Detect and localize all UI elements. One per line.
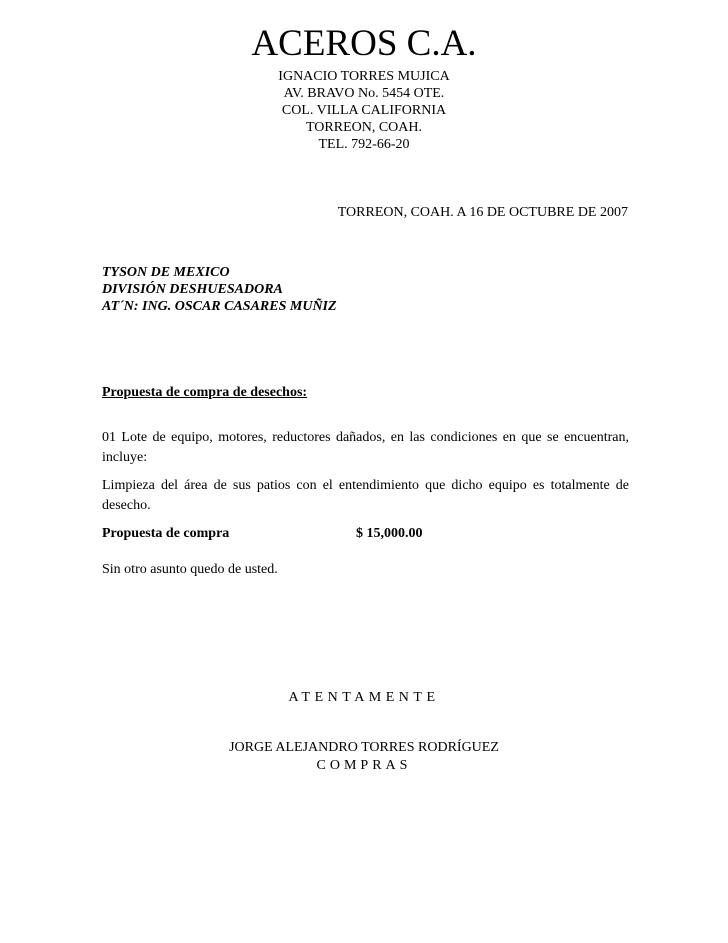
date-line: TORREON, COAH. A 16 DE OCTUBRE DE 2007 [337,205,628,220]
closing-line: Sin otro asunto quedo de usted. [102,562,278,577]
signer-department: COMPRAS [316,758,412,773]
proposal-amount: $ 15,000.00 [356,526,423,541]
paragraph-lot-description: 01 Lote de equipo, motores, reductores dañados, en las condiciones en que se encuentran, incluye: [102,430,629,465]
subject-heading: Propuesta de compra de desechos: [102,385,308,400]
recipient-division: DIVISIÓN DESHUESADORA [102,282,283,297]
proposal-label: Propuesta de compra [102,526,230,541]
paragraph-cleaning-terms: Limpieza del área de sus patios con el entendimiento que dicho equipo es totalmente de desecho. [102,478,629,513]
regards-line: ATENTAMENTE [288,690,440,705]
address-street: AV. BRAVO No. 5454 OTE. [283,86,445,101]
address-contact-name: IGNACIO TORRES MUJICA [278,69,450,84]
address-phone: TEL. 792-66-20 [318,137,410,152]
recipient-attention: AT´N: ING. OSCAR CASARES MUÑIZ [102,299,337,314]
address-city: TORREON, COAH. [305,120,423,135]
company-name: ACEROS C.A. [251,23,477,64]
signer-name: JORGE ALEJANDRO TORRES RODRÍGUEZ [229,740,499,755]
company-address-block [196,68,532,153]
address-colony: COL. VILLA CALIFORNIA [281,103,447,118]
recipient-company: TYSON DE MEXICO [102,265,230,280]
recipient-block [102,264,337,315]
